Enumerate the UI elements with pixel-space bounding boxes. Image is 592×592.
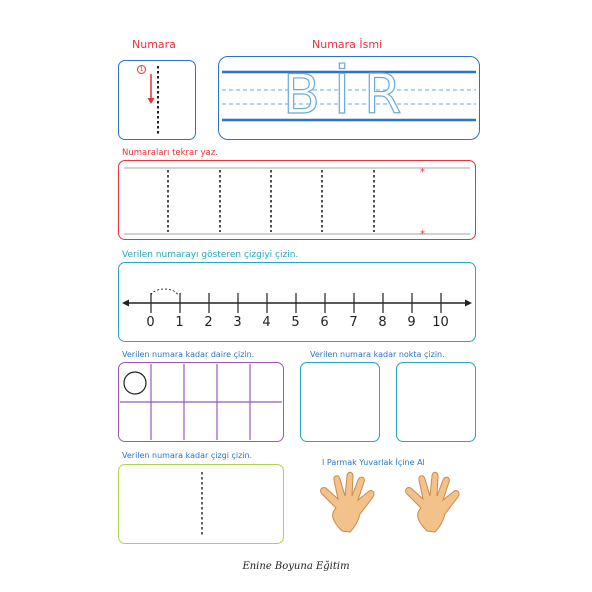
lines-title: Verilen numara kadar çizgi çizin.: [122, 451, 253, 460]
left-hand-icon: [321, 472, 375, 532]
footer-brand: Enine Boyuna Eğitim: [242, 561, 350, 572]
stroke-arrow-icon: [147, 98, 154, 104]
numberline-title: Verilen numarayı gösteren çizgiyi çizin.: [122, 250, 299, 260]
tick-label: 0: [146, 315, 155, 330]
left-arrow-icon: [122, 300, 129, 307]
tick-label: 9: [407, 315, 416, 330]
tick-label: 7: [349, 315, 358, 330]
hands-illustration: [312, 466, 492, 536]
tick-label: 8: [378, 315, 387, 330]
tick-labels: [118, 315, 476, 335]
number-trace-box: [118, 60, 196, 140]
number-word-trace: BİR: [283, 63, 416, 126]
line-trace: [118, 464, 284, 544]
stroke-order-badge: [137, 65, 146, 74]
right-hand-icon: [406, 472, 460, 532]
dots-box-1: [300, 362, 380, 442]
circles-box: [118, 362, 284, 442]
stroke-order-number: 1: [139, 66, 144, 73]
fingers-title: I Parmak Yuvarlak İçine Al: [322, 458, 425, 467]
example-circle: [124, 372, 146, 394]
jump-arc: [151, 289, 178, 295]
star-bottom-icon: *: [419, 228, 425, 240]
tick-label: 4: [262, 315, 271, 330]
tick-label: 10: [432, 315, 449, 330]
circles-title: Verilen numara kadar daire çizin.: [122, 350, 255, 359]
star-top-icon: *: [419, 166, 425, 178]
tick-label: 2: [204, 315, 213, 330]
repeat-box: [118, 160, 476, 240]
numberline-box: [118, 262, 476, 342]
dots-box-2: [396, 362, 476, 442]
repeat-title: Numaraları tekrar yaz.: [122, 148, 218, 158]
dots-title: Verilen numara kadar nokta çizin.: [310, 350, 445, 359]
tick-label: 3: [233, 315, 242, 330]
number-name-title: Numara İsmi: [312, 38, 383, 51]
ten-frame: [118, 362, 284, 442]
number-one-trace: [118, 60, 196, 140]
tick-label: 1: [175, 315, 184, 330]
number-name-box: [218, 56, 480, 140]
tick-label: 5: [291, 315, 300, 330]
number-title: Numara: [132, 38, 176, 51]
right-arrow-icon: [465, 300, 472, 307]
tick-label: 6: [320, 315, 329, 330]
lines-box: [118, 464, 284, 544]
repeat-lines: [118, 160, 476, 240]
